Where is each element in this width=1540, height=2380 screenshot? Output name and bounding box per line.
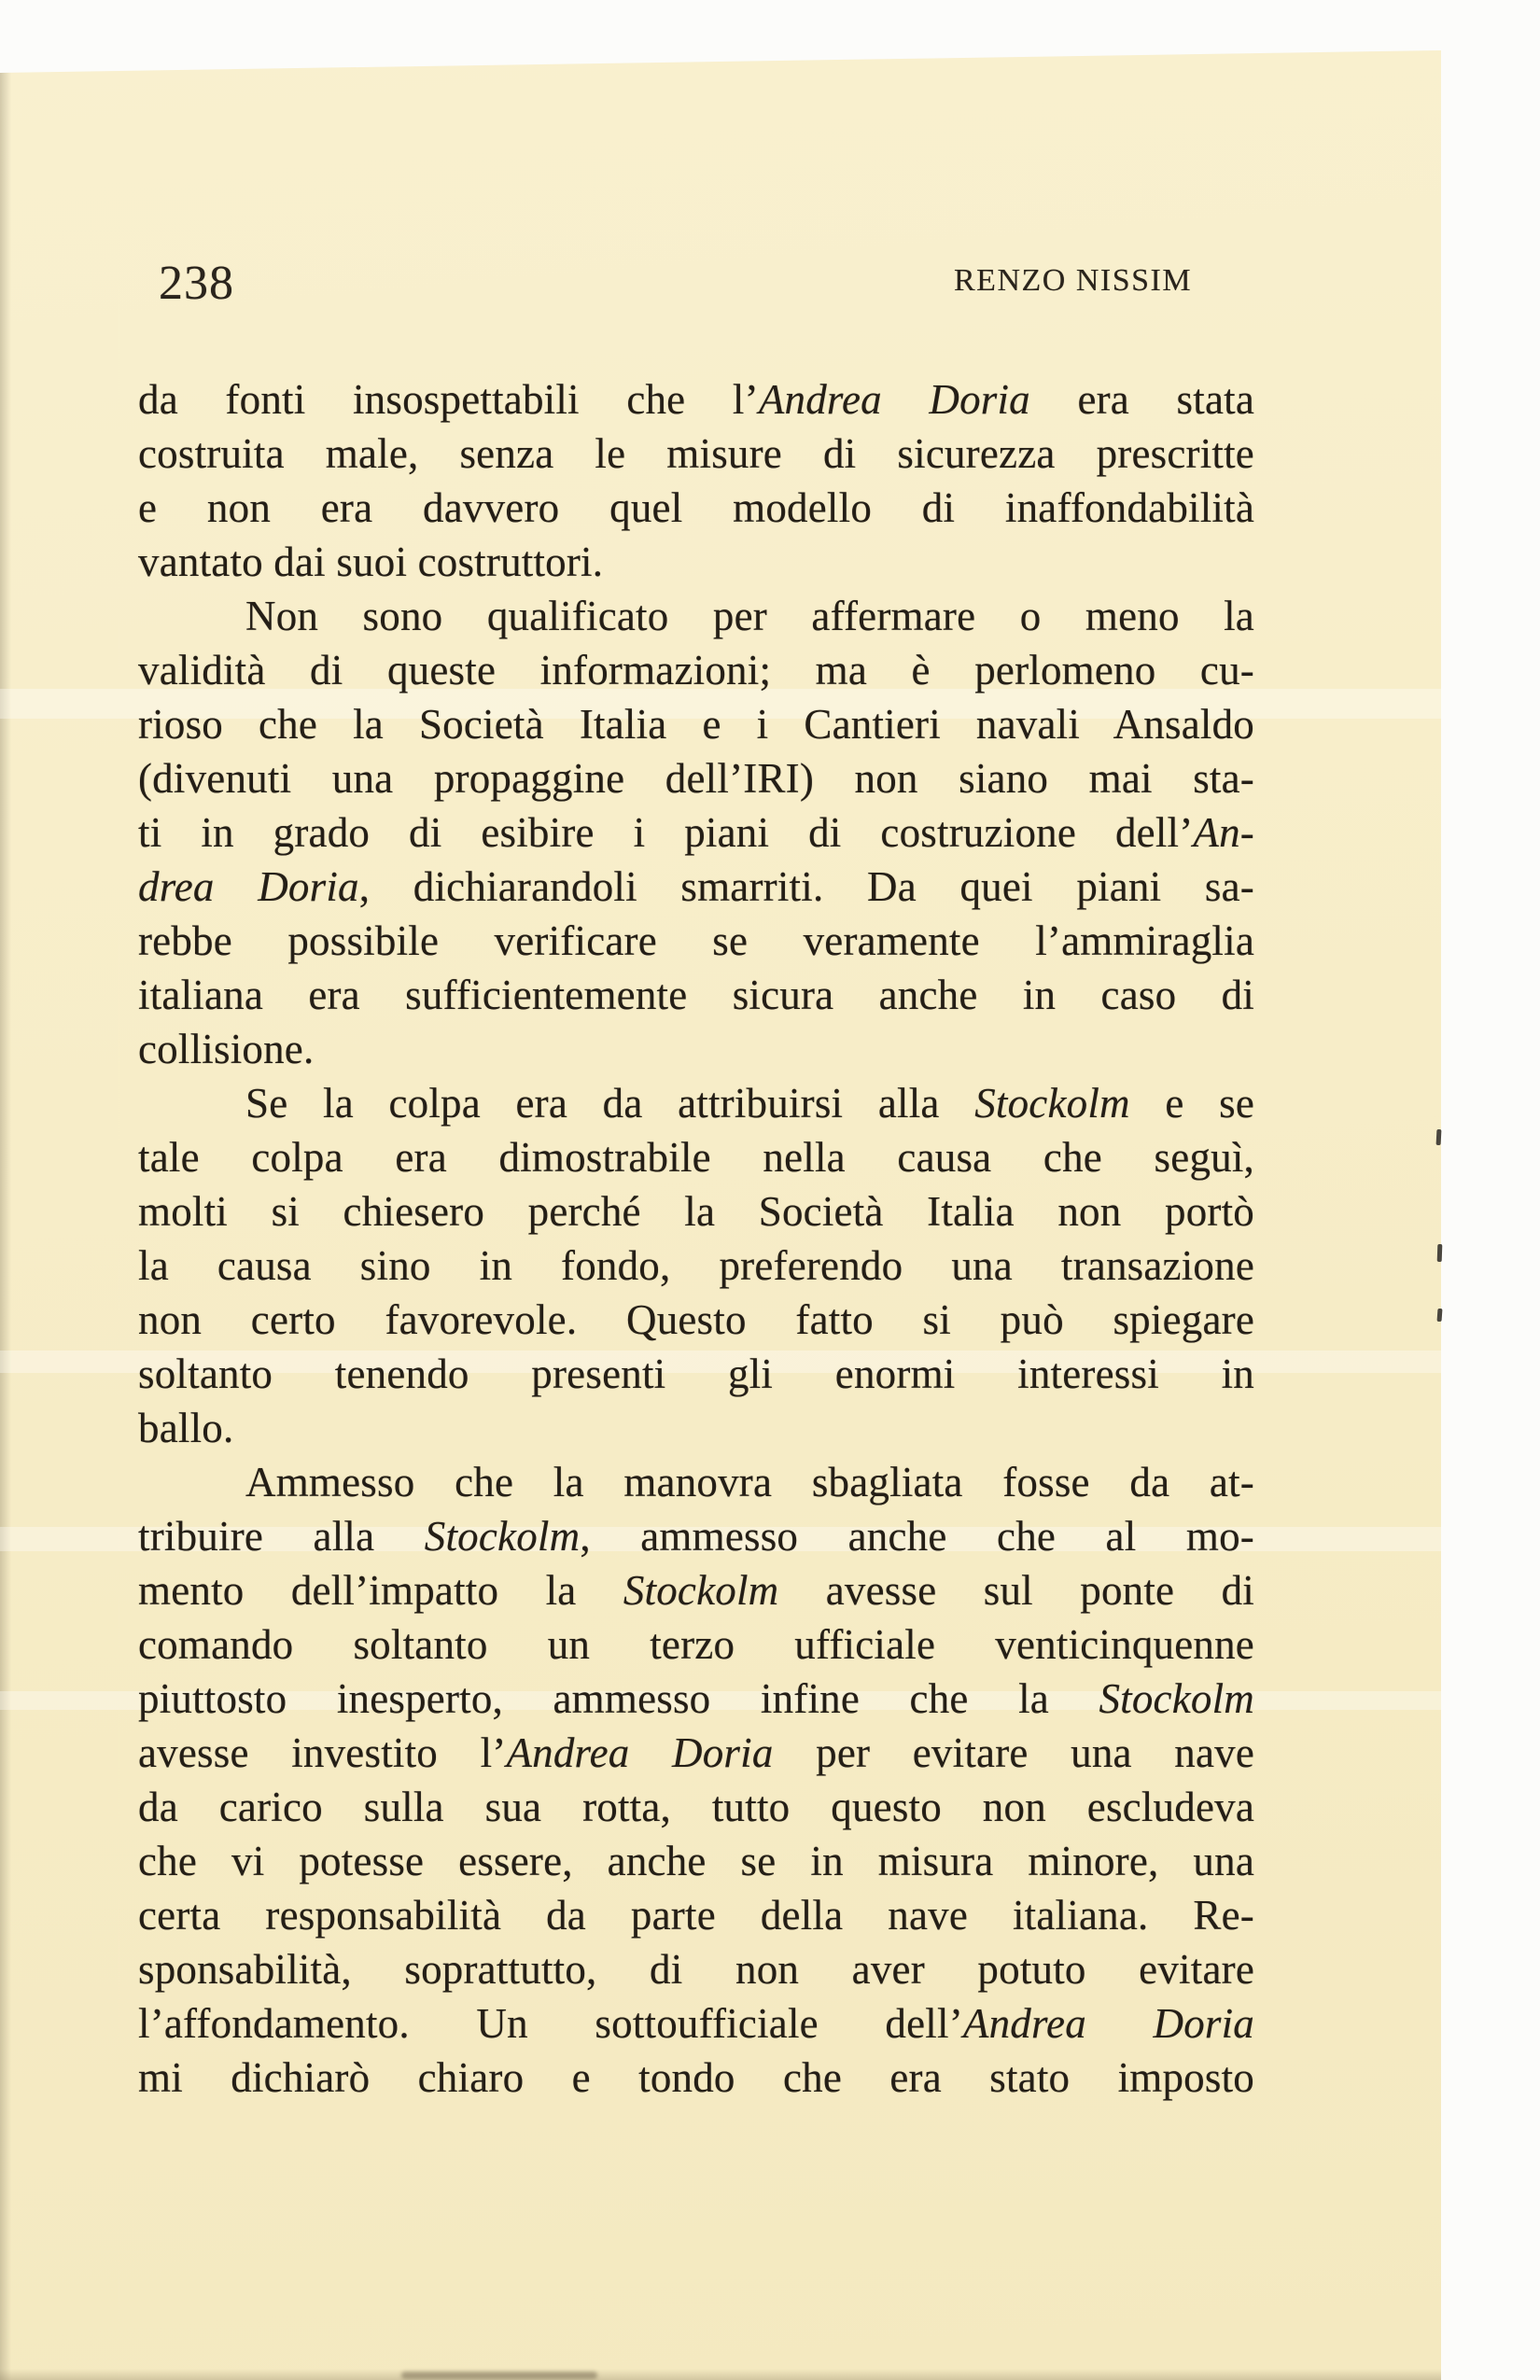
text-line [138,751,1254,805]
page-number: 238 [159,257,234,310]
text-line [138,805,1254,860]
text-line [138,1509,1254,1563]
text-line [138,1184,1254,1239]
text-segment: vantato dai suoi costruttori. [138,539,604,585]
text-line [138,589,1254,643]
text-line [138,535,1254,589]
text-segment: ballo. [138,1405,234,1451]
paragraph [138,1076,1254,1455]
italic-text: Andrea Doria [506,1729,774,1776]
text-line [138,1455,1254,1509]
italic-text: Stockolm [424,1513,581,1560]
paragraph [138,589,1254,1076]
italic-text: Stockolm [1099,1675,1254,1722]
text-segment: per evitare una nave [773,1729,1255,1776]
text-segment: che vi potesse essere, anche se in misura minore, una [138,1838,1254,1884]
text-block [138,372,1254,2105]
text-segment: rebbe possibile verificare se veramente l’ammiraglia [138,917,1254,964]
text-segment: Se la colpa era da attribuirsi alla [245,1080,975,1127]
running-header: RENZO NISSIM [954,263,1193,298]
text-segment: piuttosto inesperto, ammesso infine che la [138,1675,1099,1722]
text-line [138,1834,1254,1888]
text-line [138,1726,1254,1780]
text-line [138,1888,1254,1942]
italic-text: drea Doria [138,863,359,910]
text-segment: mento dell’impatto la [138,1567,623,1614]
text-line [138,1347,1254,1401]
page-edge-mark [1436,1129,1442,1145]
text-segment: costruita male, senza le misure di sicurezza prescritte [138,430,1254,477]
text-segment: ti in grado di esibire i piani di costruzione dell’ [138,809,1194,856]
text-line [138,860,1254,914]
paragraph [138,372,1254,589]
text-segment: l’affondamento. Un sottoufficiale dell’ [138,2000,963,2047]
text-line [138,1996,1254,2051]
text-line [138,1617,1254,1672]
text-segment: , ammesso anche che al mo- [580,1513,1254,1560]
text-line [138,1942,1254,1996]
text-line [138,643,1254,697]
text-segment: italiana era sufficientemente sicura anche in caso di [138,972,1254,1018]
text-segment: Ammesso che la manovra sbagliata fosse da at- [245,1459,1254,1505]
text-segment: da fonti insospettabili che l’ [138,376,759,423]
text-line [138,968,1254,1022]
text-line [138,427,1254,481]
text-segment: (divenuti una propaggine dell’IRI) non siano mai sta- [138,755,1254,802]
text-segment: molti si chiesero perché la Società Italia non portò [138,1188,1254,1235]
text-segment: e non era davvero quel modello di inaffondabilità [138,484,1254,531]
text-segment: avesse investito l’ [138,1729,507,1776]
text-segment: comando soltanto un terzo ufficiale venticinquenne [138,1621,1254,1668]
text-line [138,1672,1254,1726]
paragraph [138,1455,1254,2105]
page-edge-mark [1437,1309,1443,1322]
text-line [138,1780,1254,1834]
text-line [138,1076,1254,1130]
text-line [138,697,1254,751]
text-line [138,2051,1254,2105]
text-segment: collisione. [138,1026,315,1072]
text-segment: certa responsabilità da parte della nave italiana. Re- [138,1892,1254,1939]
text-segment: e se [1129,1080,1254,1127]
text-segment: rioso che la Società Italia e i Cantieri navali Ansaldo [138,701,1254,748]
text-segment: validità di queste informazioni; ma è perlomeno cu- [138,647,1254,693]
italic-text: Stockolm [974,1080,1130,1127]
italic-text: Andrea Doria [758,376,1030,423]
text-segment: non certo favorevole. Questo fatto si può spiegare [138,1296,1254,1343]
text-line [138,1293,1254,1347]
text-segment: da carico sulla sua rotta, tutto questo non escludeva [138,1784,1254,1830]
text-line [138,914,1254,968]
page-edge-mark [1437,1244,1443,1262]
text-line [138,1401,1254,1455]
italic-text: Andrea Doria [962,2000,1255,2047]
text-segment: , dichiarandoli smarriti. Da quei piani sa- [358,863,1254,910]
text-line [138,372,1254,427]
text-line [138,1130,1254,1184]
text-segment: tribuire alla [138,1513,425,1560]
text-segment: era stata [1029,376,1254,423]
text-segment: avesse sul ponte di [778,1567,1254,1614]
text-line [138,1563,1254,1617]
text-line [138,1022,1254,1076]
text-segment: sponsabilità, soprattutto, di non aver potuto evitare [138,1946,1254,1993]
text-segment: mi dichiarò chiaro e tondo che era stato imposto [138,2054,1254,2101]
text-segment: tale colpa era dimostrabile nella causa che seguì, [138,1134,1254,1181]
text-segment: la causa sino in fondo, preferendo una transazione [138,1242,1254,1289]
text-segment: soltanto tenendo presenti gli enormi interessi in [138,1351,1254,1397]
text-segment: Non sono qualificato per affermare o meno la [245,593,1254,639]
italic-text: Stockolm [623,1567,779,1614]
text-line [138,1239,1254,1293]
scan-smudge [401,2372,597,2379]
text-line [138,481,1254,535]
italic-text: An- [1193,809,1254,856]
